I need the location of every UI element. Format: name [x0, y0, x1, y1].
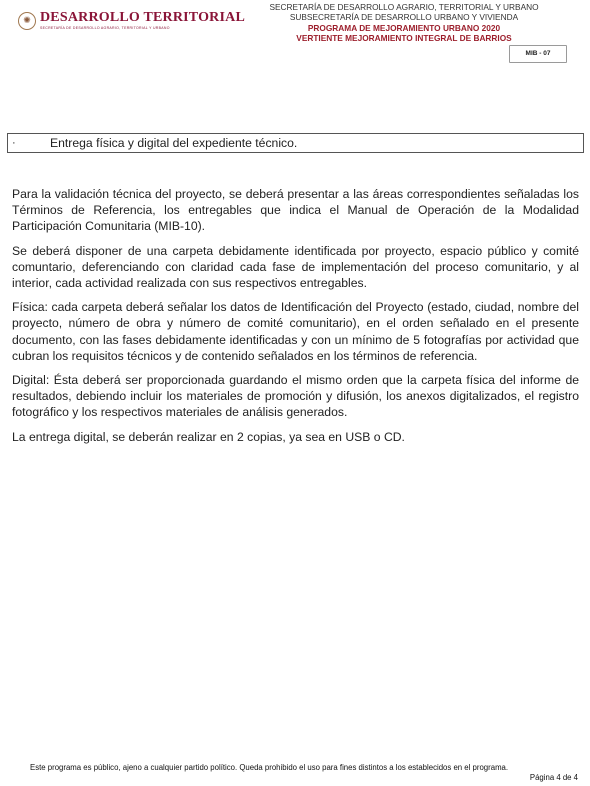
paragraph-digital: Digital: Ésta deberá ser proporcionada guardando el mismo orden que la carpeta física del informe de resultados, debiendo incluir los materiales de promoción y difusión, los anexos digitalizados, el registro fotográfico y los respectivos materiales de análisis generados. [12, 373, 579, 420]
document-header [254, 2, 554, 43]
paragraph-physical: Física: cada carpeta deberá señalar los datos de Identificación del Proyecto (estado, ciudad, nombre del proyecto, número de obra y número de comité comunitario), en el orden señalado en el presente documento, con las fases debidamente identificadas y con un mínimo de 5 fotografías por actividad que cubran los requisitos técnicos y de contenido señalados en los términos de referencia. [12, 300, 579, 363]
paragraph-folder: Se deberá disponer de una carpeta debidamente identificada por proyecto, espacio público y comité comuntario, deferenciando con claridad cada fase de implementación del proceso comunitario, y al interior, cada actividad realizada con sus respectivos entregables. [12, 243, 579, 291]
header-vertiente: VERTIENTE MEJORAMIENTO INTEGRAL DE BARRIOS [296, 32, 512, 43]
section-heading: Entrega física y digital del expediente técnico. [50, 136, 298, 150]
paragraph-copies: La entrega digital, se deberán realizar en 2 copias, ya sea en USB o CD. [12, 429, 405, 444]
paragraph-validation: Para la validación técnica del proyecto, se deberá presentar a las áreas correspondientes señaladas los Términos de Referencia, los entregables que indica el Manual de Operación de la Modalidad Participación Comunitaria (MIB-10). [12, 187, 579, 234]
logo-name: DESARROLLO TERRITORIAL [40, 10, 245, 25]
document-code-badge: MIB - 07 [509, 45, 567, 63]
document-body [12, 186, 579, 453]
header-secretariat: SECRETARÍA DE DESARROLLO AGRARIO, TERRITORIAL Y URBANO [269, 2, 539, 12]
agency-logo [18, 11, 245, 30]
seal-icon: ✺ [18, 12, 36, 30]
logo-text [40, 11, 245, 30]
header-subsecretariat: SUBSECRETARÍA DE DESARROLLO URBANO Y VIVIENDA [289, 12, 519, 23]
header-program: PROGRAMA DE MEJORAMIENTO URBANO 2020 [307, 22, 501, 33]
section-bullet-box [7, 133, 584, 153]
logo-tagline: SECRETARÍA DE DESARROLLO AGRARIO, TERRITORIAL Y URBANO [40, 26, 170, 30]
page-number: Página 4 de 4 [529, 773, 578, 782]
bullet-marker: · [12, 137, 16, 149]
footer-disclaimer: Este programa es público, ajeno a cualquier partido político. Queda prohibido el uso para fines distintos a los establecidos en el programa. [30, 763, 509, 772]
